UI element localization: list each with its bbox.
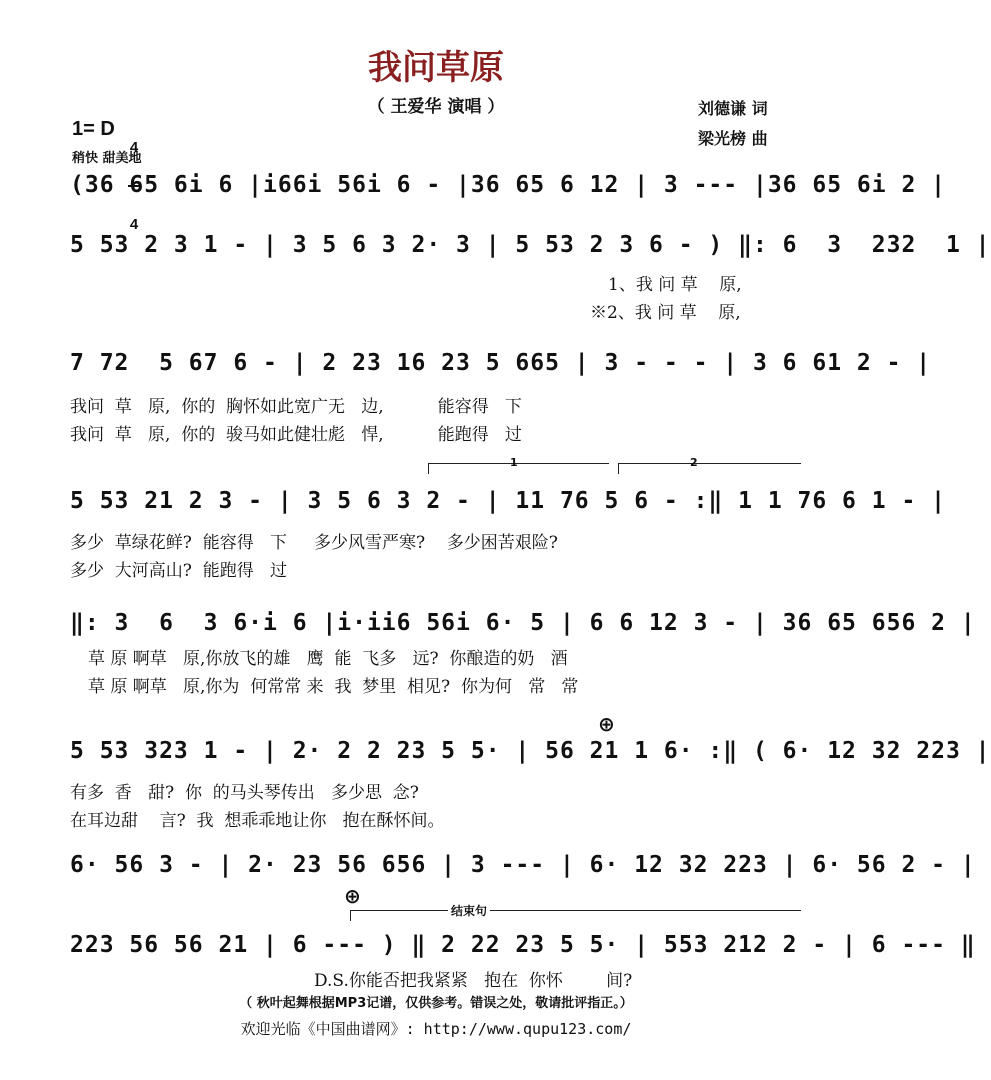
transcription-note: （ 秋叶起舞根据MP3记谱，仅供参考。错误之处，敬请批评指正。）: [239, 996, 633, 1011]
score-line-6: 5 53 323 1 - | 2· 2 2 23 5 5· | 56 21 1 6· :‖ ( 6· 12 32 223 |: [70, 738, 991, 764]
score-line-7: 6· 56 3 - | 2· 23 56 656 | 3 --- | 6· 12 32 223 | 6· 56 2 - |: [70, 852, 976, 878]
time-signature-top: 4: [129, 139, 139, 156]
lyric-line-2a: 1、我 问 草 原,: [608, 275, 742, 295]
score-line-2: 5 53 2 3 1 - | 3 5 6 3 2· 3 | 5 53 2 3 6 - ) ‖: 6 3 232 1 |: [70, 232, 991, 258]
coda-sign-icon-2: ⊕: [344, 884, 361, 908]
composer-credit: 梁光榜 曲: [698, 129, 768, 148]
performer-subtitle: （ 王爱华 演唱 ）: [367, 97, 505, 117]
coda-sign-icon: ⊕: [598, 712, 615, 736]
lyric-line-4a: 多少 草绿花鲜? 能容得 下 多少风雪严寒? 多少困苦艰险?: [70, 533, 558, 553]
volta-number-2: 2: [690, 456, 698, 469]
lyric-line-2b: ※2、我 问 草 原,: [590, 303, 741, 323]
score-line-5: ‖: 3 6 3 6·i 6 |i·ii6 56i 6· 5 | 6 6 12 3 - | 36 65 656 2 |: [70, 610, 976, 636]
score-line-1: (36 65 6i 6 |i66i 56i 6 - |36 65 6 12 | 3 --- |36 65 6i 2 |: [70, 172, 946, 198]
volta-bracket-1: [428, 463, 609, 474]
coda-bracket: [350, 910, 801, 921]
lyric-line-3b: 我问 草 原, 你的 骏马如此健壮彪 悍, 能跑得 过: [70, 425, 522, 445]
volta-number-1: 1: [510, 456, 518, 469]
lyric-line-5a: 草 原 啊草 原,你放飞的雄 鹰 能 飞多 远? 你酿造的奶 酒: [88, 649, 568, 669]
lyric-line-3a: 我问 草 原, 你的 胸怀如此宽广无 边, 能容得 下: [70, 397, 522, 417]
lyric-line-8: D.S.你能否把我紧紧 抱在 你怀 间?: [314, 971, 633, 991]
score-line-4: 5 53 21 2 3 - | 3 5 6 3 2 - | 11 76 5 6 - :‖ 1 1 76 6 1 - |: [70, 488, 946, 514]
lyricist-credit: 刘德谦 词: [698, 99, 768, 118]
song-title: 我问草原: [368, 48, 504, 88]
tempo-marking: 稍快 甜美地: [72, 151, 142, 166]
volta-bracket-2: [618, 463, 801, 474]
lyric-line-5b: 草 原 啊草 原,你为 何常常 来 我 梦里 相见? 你为何 常 常: [88, 677, 579, 697]
lyric-line-6b: 在耳边甜 言? 我 想乖乖地让你 抱在酥怀间。: [70, 811, 445, 831]
lyric-line-4b: 多少 大河高山? 能跑得 过: [70, 561, 287, 581]
key-signature: 1= D: [72, 118, 115, 140]
coda-label: 结束句: [448, 902, 490, 919]
website-credit: 欢迎光临《中国曲谱网》: http://www.qupu123.com/: [240, 1020, 632, 1038]
score-line-8: 223 56 56 21 | 6 --- ) ‖ 2 22 23 5 5· | 553 212 2 - | 6 --- ‖: [70, 932, 976, 958]
score-line-3: 7 72 5 67 6 - | 2 23 16 23 5 665 | 3 - - - | 3 6 61 2 - |: [70, 350, 932, 376]
time-signature-bottom: 4: [129, 216, 139, 233]
lyric-line-6a: 有多 香 甜? 你 的马头琴传出 多少思 念?: [70, 783, 419, 803]
